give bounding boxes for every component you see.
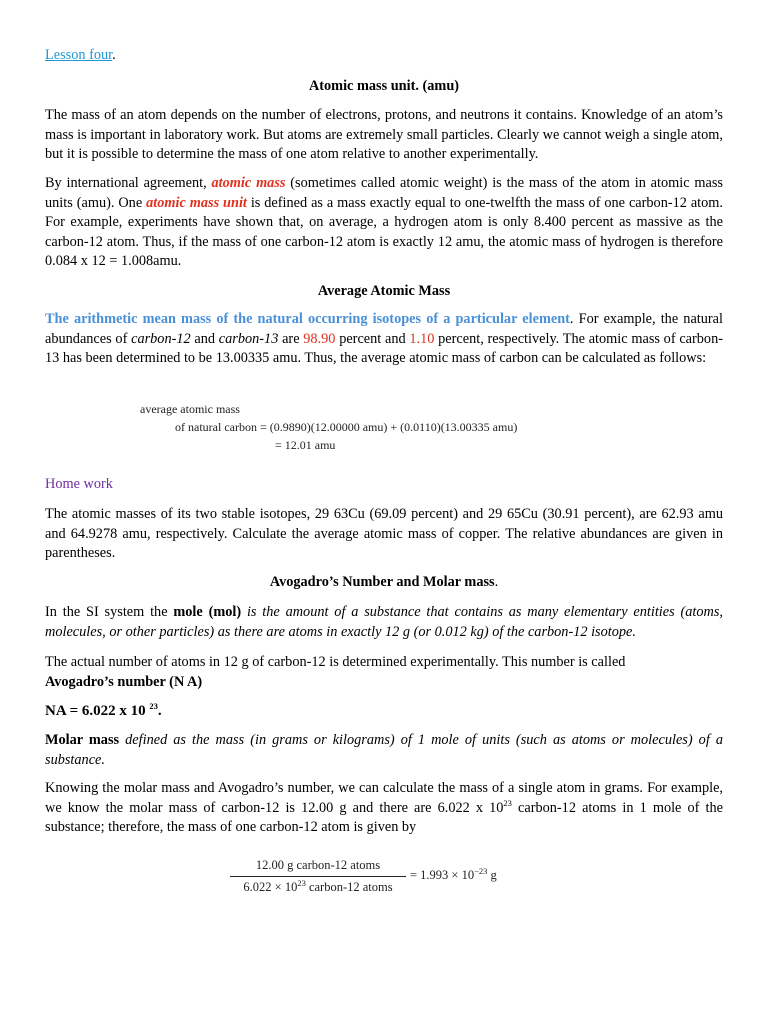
text: percent, respectively. The atomic mass of carbon-13 has been determined to be 13.00335 amu. Thus, the average atomic mass of carbon can be calculated as follows: [45,330,723,367]
homework-label: Home work [45,476,113,492]
heading-avogadro [45,573,723,593]
term-molar-mass: Molar mass [45,732,120,748]
text: percent and [335,330,410,347]
term-carbon-13: carbon-13 [218,330,279,347]
fraction-result [410,865,497,883]
lesson-link[interactable]: Lesson four [45,47,113,63]
fraction-numerator: 12.00 g carbon-12 atoms [230,858,406,877]
equation-line-2: of natural carbon = (0.9890)(12.00000 amu) + (0.0110)(13.00335 amu) [175,420,518,434]
fraction-denominator [230,877,406,895]
term-atomic-mass: atomic mass [211,175,286,191]
text: carbon-12 atoms in 1 mole of the substance; therefore, the mass of one carbon-12 atom is given by [45,799,723,836]
equation-line-1: average atomic mass [140,402,240,416]
text: g [487,868,497,882]
text: By international agreement, [45,175,212,191]
molar-mass-definition: defined as the mass (in grams or kilograms) of 1 mole of units (such as atoms or molecules) of a substance. [45,732,723,768]
paragraph-amu-intro: The mass of an atom depends on the number of electrons, protons, and neutrons it contains. Knowledge of an atom’s mass is important in laboratory work. But atoms are extremely small particles. Clearly we cannot weigh a single atom, but it is possible to determine the mass of one atom relative to another experimentally. [45,107,723,163]
value-1-10: 1.10 [409,330,435,347]
text: are [278,330,304,347]
text: Knowing the molar mass and Avogadro’s number, we can calculate the mass of a single atom in grams. For example, we know the molar mass of carbon-12 is 12.00 g and there are 6.022 x 10 [45,780,723,816]
paragraph-single-atom-mass [45,779,723,838]
lesson-line [45,46,723,66]
lesson-period: . [112,47,116,63]
fraction-equation [230,858,406,895]
paragraph-homework: The atomic masses of its two stable isotopes, 29 63Cu (69.09 percent) and 29 65Cu (30.91 percent), are 62.93 amu and 64.9278 amu, respectively. Calculate the average atomic mass of copper. The relative abundances are given in parentheses. [45,506,723,562]
text: 6.022 × 10 [243,880,298,894]
definition-highlight: The arithmetic mean mass of the natural occurring isotopes of a particular element [45,311,570,327]
mole-definition: is the amount of a substance that contains as many elementary entities (atoms, molecules, or other particles) as there are atoms in exactly 12 g (or 0.012 kg) of the carbon-12 isotope. [45,604,723,640]
text: carbon-12 atoms [305,880,393,894]
heading-average-atomic-mass: Average Atomic Mass [317,283,451,299]
na-exponent: 23 [149,701,158,711]
equation-line-3: = 12.01 amu [275,438,336,452]
paragraph-molar-mass [45,731,723,770]
text: is defined as a mass exactly equal to one-twelfth the mass of one carbon-12 atom. For example, experiments have shown that, on average, a hydrogen atom is only 8.400 percent as massive as the carbon-12 atom. Thus, if the mass of one carbon-12 atom is exactly 12 amu, the atomic mass of hydrogen is therefore 0.084 x 12 = 1.008amu. [45,194,723,270]
text: = 1.993 × 10 [410,868,475,882]
paragraph-average-mass [45,310,723,369]
exponent: −23 [474,865,488,876]
heading-avogadro-period: . [494,574,499,590]
heading-amu: Atomic mass unit. (amu) [308,78,460,94]
term-avogadro-number: Avogadro’s number (N A) [45,673,203,690]
exponent: 23 [503,797,512,808]
heading-avogadro-text: Avogadro’s Number and Molar mass [269,574,495,590]
text: (sometimes called atomic weight) is the mass of the atom in atomic mass units (amu). One [45,175,723,211]
paragraph-mole-def [45,603,723,642]
paragraph-atomic-mass-def [45,174,723,272]
term-atomic-mass-unit: atomic mass unit [146,194,247,211]
exponent: 23 [297,877,306,888]
text: In the SI system the [45,604,174,620]
na-text: NA = 6.022 x 10 [45,703,150,719]
text: The actual number of atoms in 12 g of carbon-12 is determined experimentally. This number is called [45,654,626,670]
term-carbon-12: carbon-12 [131,330,191,347]
term-mole: mole (mol) [173,604,242,620]
value-98-90: 98.90 [303,330,336,347]
na-period: . [157,703,162,719]
paragraph-avogadro-number [45,653,723,692]
text: and [190,330,219,347]
na-value [45,702,723,722]
text: . For example, the natural abundances of [45,311,723,347]
